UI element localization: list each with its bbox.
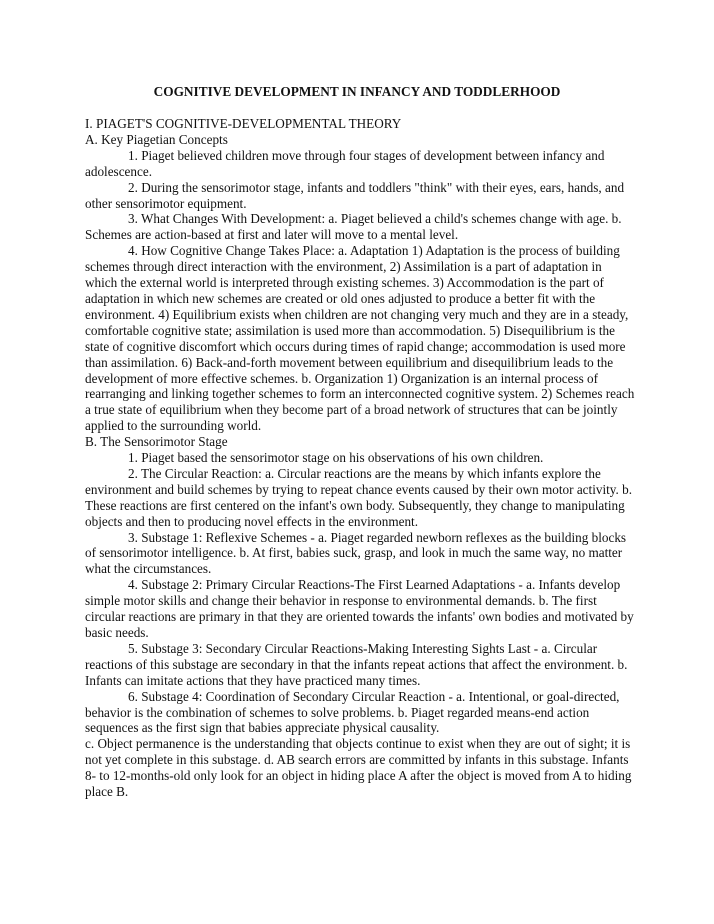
document-body [85, 116, 635, 800]
paragraph: 2. The Circular Reaction: a. Circular reactions are the means by which infants explore the environment and build schemes by trying to repeat chance events caused by their own motor activity. b. These reactions are first centered on the infant's own body. Subsequently, they change to manipulating objects and then to producing novel effects in the environment. [85, 465, 632, 529]
paragraph: 4. How Cognitive Change Takes Place: a. Adaptation 1) Adaptation is the process of building schemes through direct interaction with the environment, 2) Assimilation is a part of adaptation in which the external world is interpreted through existing schemes. 3) Accommodation is the part of adaptation in which new schemes are created or old ones adjusted to produce a better fit with the environment. 4) Equilibrium exists when children are not changing very much and they are in a steady, comfortable cognitive state; assimilation is used more than accommodation. 5) Disequilibrium is the state of cognitive discomfort which occurs during times of rapid change; accommodation is used more than assimilation. 6) Back-and-forth movement between equilibrium and disequilibrium leads to the development of more effective schemes. b. Organization 1) Organization is an internal process of rearranging and linking together schemes to form an interconnected cognitive system. 2) Schemes reach a true state of equilibrium when they become part of a broad network of structures that can be jointly applied to the surrounding world. [85, 243, 635, 434]
subsection-heading: B. The Sensorimotor Stage [85, 434, 228, 450]
paragraph: c. Object permanence is the understanding that objects continue to exist when they are out of sight; it is not yet complete in this substage. d. AB search errors are committed by infants in this substage. Infants 8- to 12-months-old only look for an object in hiding place A after the object is moved from A to hiding place B. [85, 736, 632, 800]
document-title: COGNITIVE DEVELOPMENT IN INFANCY AND TODDLERHOOD [153, 84, 561, 99]
paragraph: 2. During the sensorimotor stage, infants and toddlers "think" with their eyes, ears, hands, and other sensorimotor equipment. [85, 179, 625, 211]
paragraph: 6. Substage 4: Coordination of Secondary Circular Reaction - a. Intentional, or goal-directed, behavior is the combination of schemes to solve problems. b. Piaget regarded means-end action sequences as the first sign that babies appreciate physical causality. [85, 688, 620, 736]
paragraph: 1. Piaget based the sensorimotor stage on his observations of his own children. [128, 450, 544, 466]
paragraph: 3. Substage 1: Reflexive Schemes - a. Piaget regarded newborn reflexes as the building blocks of sensorimotor intelligence. b. At first, babies suck, grasp, and look in much the same way, no matter what the circumstances. [85, 529, 627, 577]
paragraph: 1. Piaget believed children move through four stages of development between infancy and adolescence. [85, 147, 605, 179]
paragraph: 3. What Changes With Development: a. Piaget believed a child's schemes change with age. b. Schemes are action-based at first and later will move to a mental level. [85, 211, 622, 243]
paragraph: 5. Substage 3: Secondary Circular Reactions-Making Interesting Sights Last - a. Circular reactions of this substage are secondary in that the infants repeat actions that affect the environment. b. Infants can imitate actions that they have practiced many times. [85, 640, 628, 688]
subsection-heading: A. Key Piagetian Concepts [85, 131, 228, 147]
section-heading: I. PIAGET'S COGNITIVE-DEVELOPMENTAL THEORY [85, 116, 402, 131]
paragraph: 4. Substage 2: Primary Circular Reactions-The First Learned Adaptations - a. Infants develop simple motor skills and change their behavior in response to environmental demands. b. The first circular reactions are primary in that they are oriented towards the infants' own bodies and motivated by basic needs. [85, 577, 634, 640]
